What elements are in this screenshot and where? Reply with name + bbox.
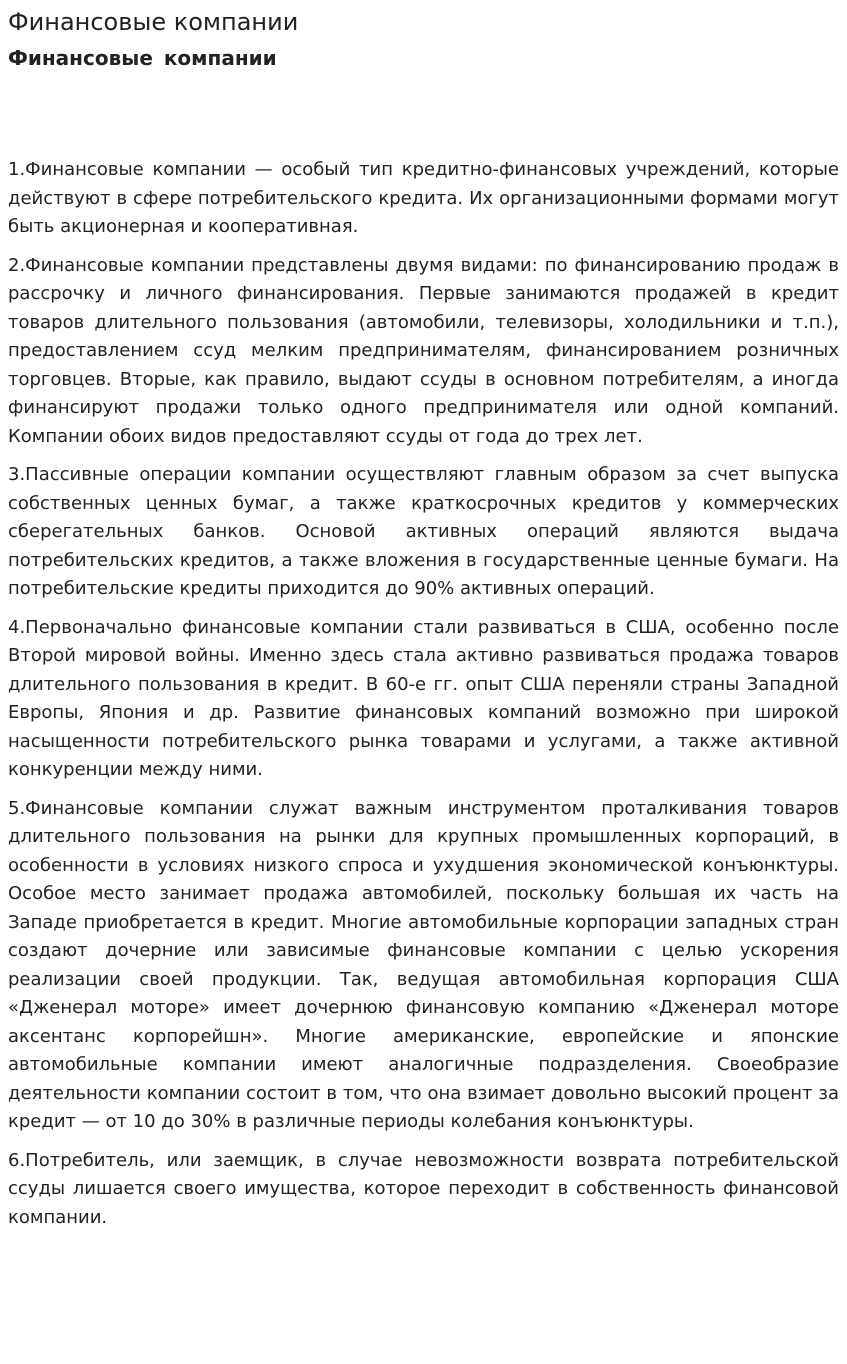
page-title: Финансовые компании [8, 8, 299, 36]
paragraph-1: 1.Финансовые компании — особый тип кредитно-финансовых учреждений, которые действуют в сфере потребительского кредита. Их организационными формами могут быть акционерная и кооперативная. [8, 159, 839, 237]
paragraph-2: 2.Финансовые компании представлены двумя видами: по финансированию продаж в рассрочку и личного финансирования. Первые занимаются продажей в кредит товаров длительного пользования (автомобили, телевизоры, холодильники и т.п.), предоставлением ссуд мелким предпринимателям, финансированием розничных торговцев. Вторые, как правило, выдают ссуды в основном потребителям, а иногда финансируют продажи только одного предпринимателя или одной компаний. Компании обоих видов предоставляют ссуды от года до трех лет. [8, 254, 839, 447]
paragraph-6: 6.Потребитель, или заемщик, в случае невозможности возврата потребительской ссуды лишается своего имущества, которое переходит в собственность финансовой компании. [8, 1149, 839, 1228]
paragraph-3: 3.Пассивные операции компании осуществляют главным образом за счет выпуска собственных ценных бумаг, а также краткосрочных кредитов у коммерческих сберегательных банков. Основой активных операций являются выдача потребительских кредитов, а также вложения в государственные ценные бумаги. На потребительские кредиты приходится до 90% активных операций. [8, 464, 839, 599]
paragraph-4: 4.Первоначально финансовые компании стали развиваться в США, особенно после Второй мировой войны. Именно здесь стала активно развиваться продажа товаров длительного пользования в кредит. В 60-е гг. опыт США переняли страны Западной Европы, Япония и др. Развитие финансовых компаний возможно при широкой насыщенности потребительского рынка товарами и услугами, а также активной конкуренции между ними. [8, 616, 839, 780]
article-body [8, 156, 839, 1232]
paragraph-5: 5.Финансовые компании служат важным инструментом проталкивания товаров длительного пользования на рынки для крупных промышленных корпораций, в особенности в условиях низкого спроса и ухудшения экономической конъюнктуры. Особое место занимает продажа автомобилей, поскольку большая их часть на Западе приобретается в кредит. Многие автомобильные корпорации западных стран создают дочерние или зависимые финансовые компании с целью ускорения реализации своей продукции. Так, ведущая автомобильная корпорация США «Дженерал моторе» имеет дочернюю финансовую компанию «Дженерал моторе аксентанс корпорейшн». Многие американские, европейские и японские автомобильные компании имеют аналогичные подразделения. Своеобразие деятельности компании состоит в том, что она взимает довольно высокий процент за кредит — от 10 до 30% в различные периоды колебания конъюнктуры. [8, 797, 839, 1132]
article-heading: Финансовые компании [8, 46, 277, 70]
